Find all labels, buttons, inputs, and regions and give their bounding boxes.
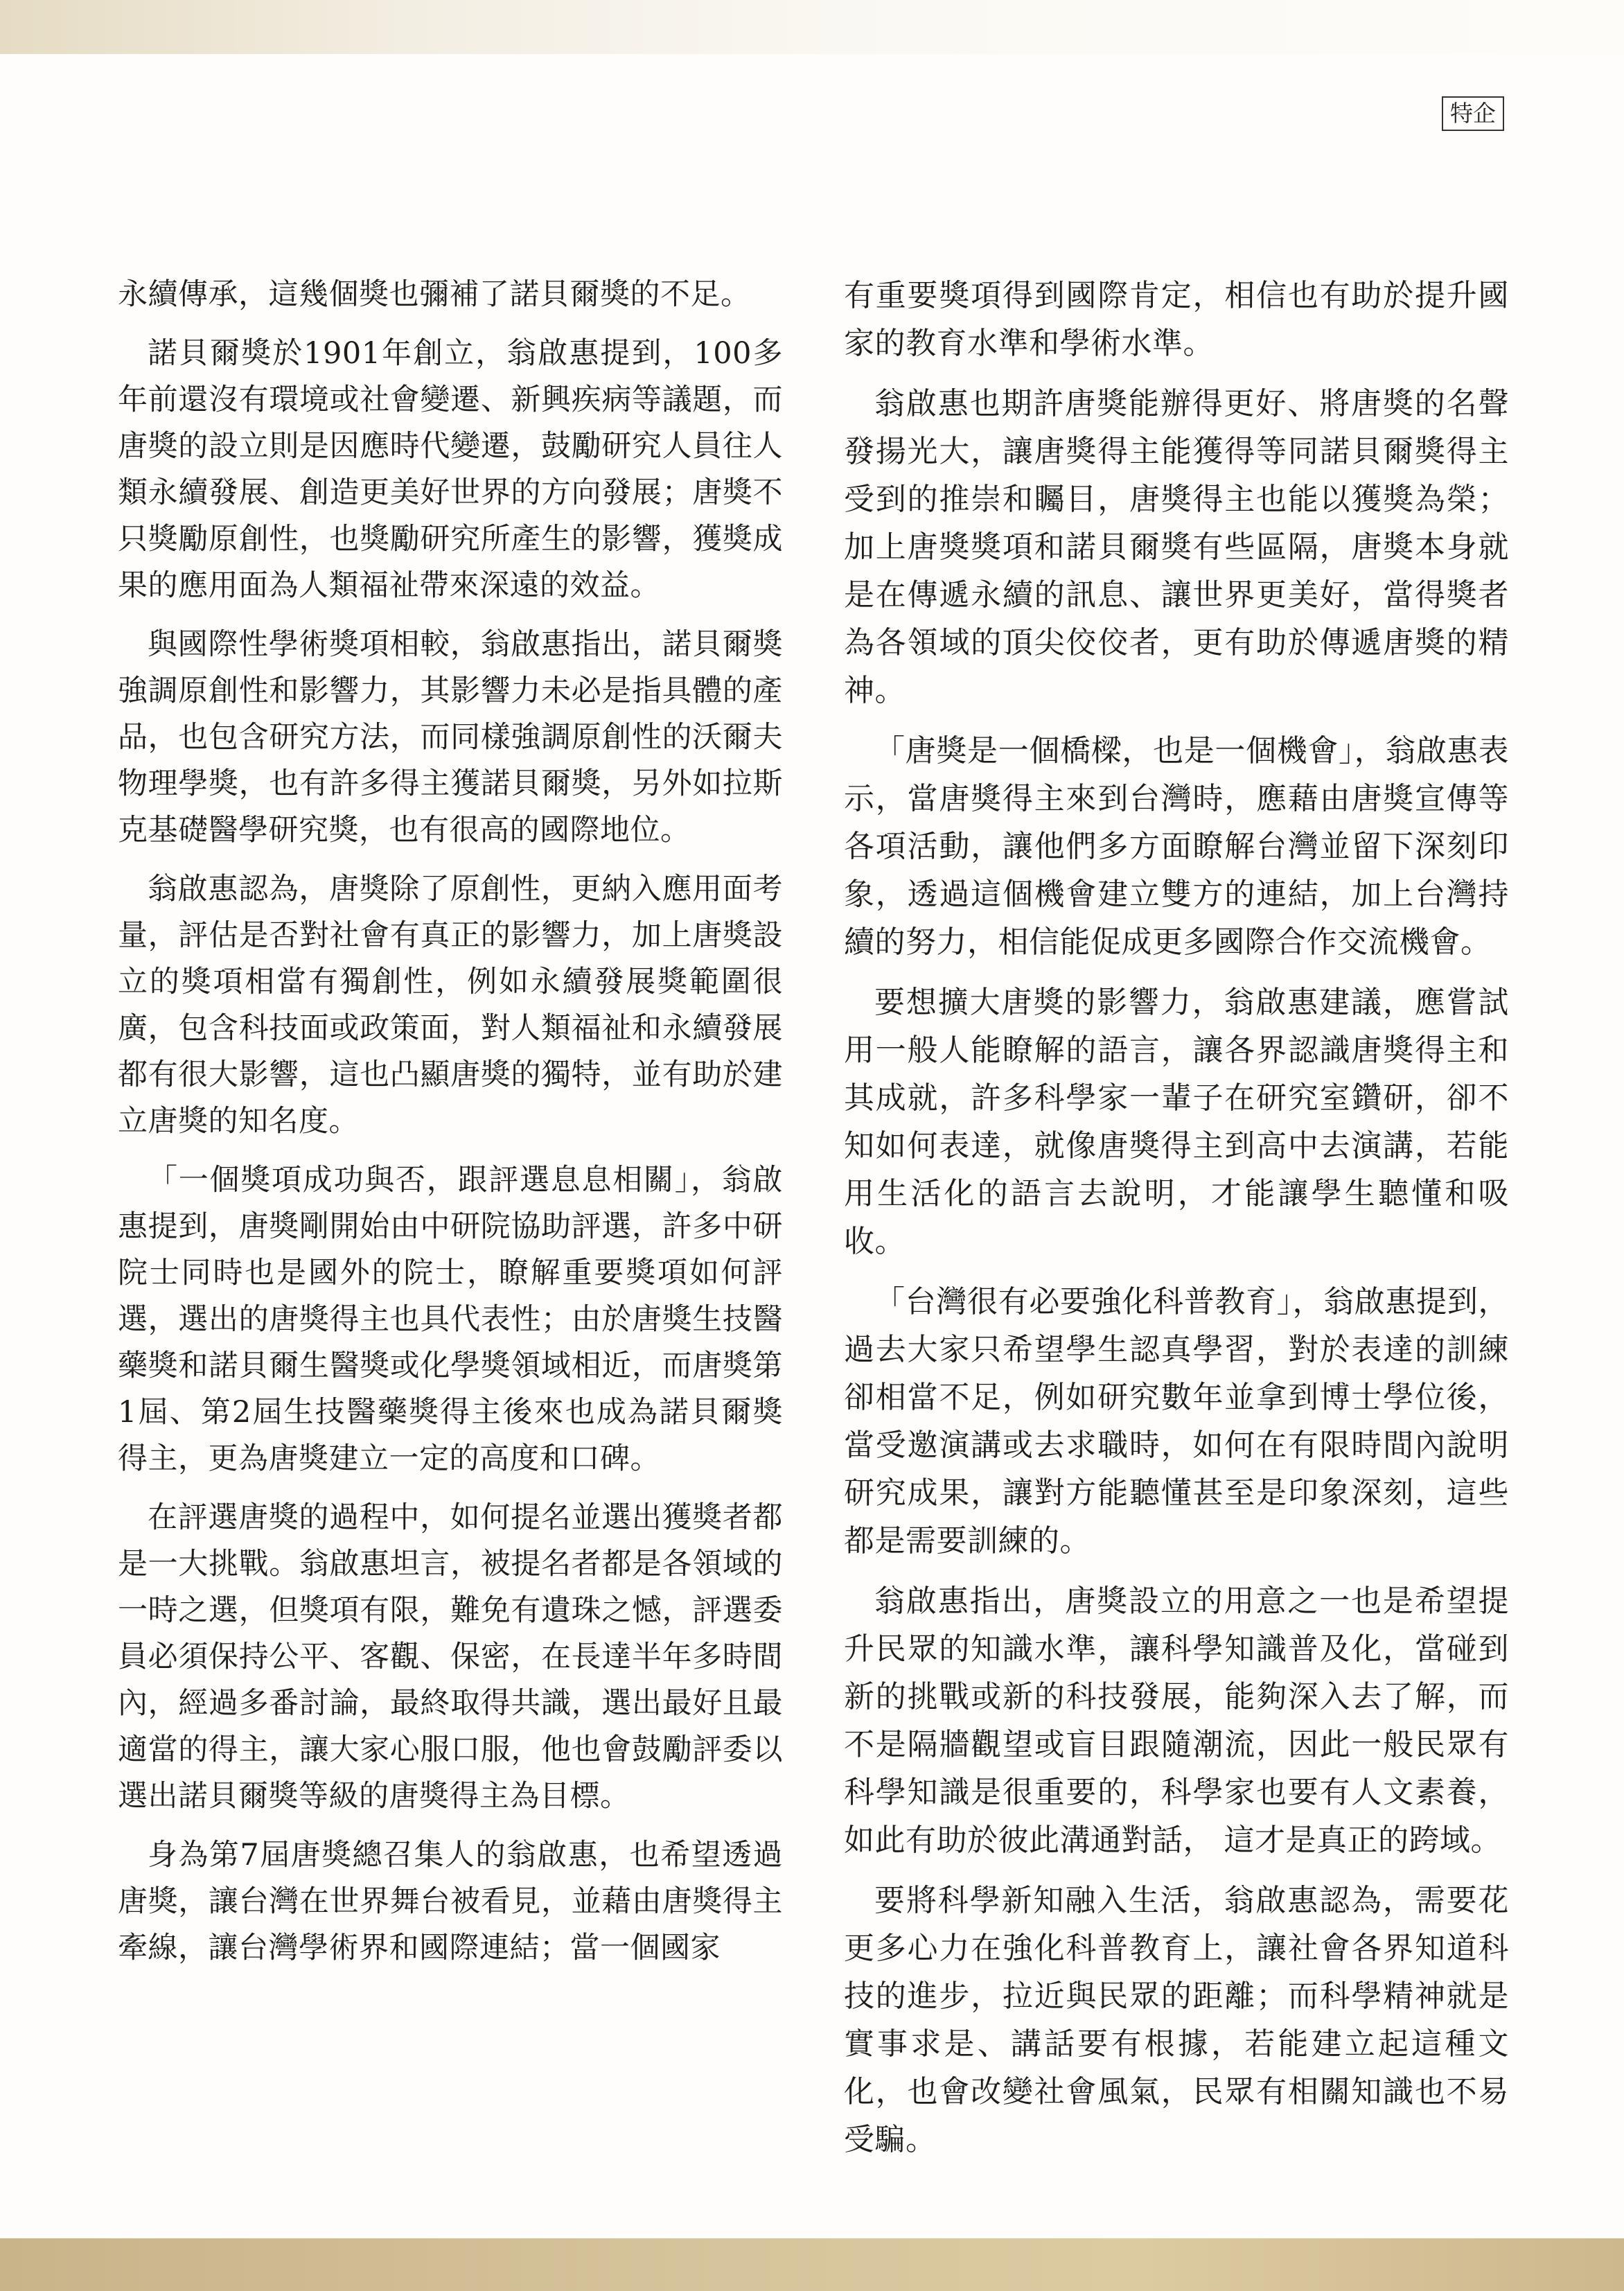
- bottom-decorative-band: [0, 2238, 1624, 2291]
- top-decorative-band: [0, 0, 1624, 54]
- paragraph: 「台灣很有必要強化科普教育」，翁啟惠提到，過去大家只希望學生認真學習，對於表達的訓練卻相當不足，例如研究數年並拿到博士學位後，當受邀演講或去求職時，如何在有限時間內說明研究成果，讓對方能聽懂甚至是印象深刻，這些都是需要訓練的。: [844, 1284, 1509, 1559]
- paragraph: 有重要獎項得到國際肯定，相信也有助於提升國家的教育水準和學術水準。: [844, 278, 1509, 361]
- right-column: [844, 272, 1509, 2176]
- paragraph: 要想擴大唐獎的影響力，翁啟惠建議，應嘗試用一般人能瞭解的語言，讓各界認識唐獎得主和其成就，許多科學家一輩子在研究室鑽研，卻不知如何表達，就像唐獎得主到高中去演講，若能用生活化的語言去說明，才能讓學生聽懂和吸收。: [844, 985, 1509, 1259]
- section-tag: 特企: [1442, 96, 1504, 131]
- paragraph: 「唐獎是一個橋樑，也是一個機會」，翁啟惠表示，當唐獎得主來到台灣時，應藉由唐獎宣傳等各項活動，讓他們多方面瞭解台灣並留下深刻印象，透過這個機會建立雙方的連結，加上台灣持續的努力，相信能促成更多國際合作交流機會。: [844, 733, 1509, 960]
- left-column: [118, 272, 783, 1984]
- paragraph: 諾貝爾獎於1901年創立，翁啟惠提到，100多年前還沒有環境或社會變遷、新興疾病等議題，而唐獎的設立則是因應時代變遷，鼓勵研究人員往人類永續發展、創造更美好世界的方向發展；唐獎不只獎勵原創性，也獎勵研究所產生的影響，獲獎成果的應用面為人類福祉帶來深遠的效益。: [118, 336, 783, 603]
- paragraph: 身為第7屆唐獎總召集人的翁啟惠，也希望透過唐獎，讓台灣在世界舞台被看見，並藉由唐獎得主牽線，讓台灣學術界和國際連結；當一個國家: [118, 1838, 783, 1965]
- paragraph: 與國際性學術獎項相較，翁啟惠指出，諾貝爾獎強調原創性和影響力，其影響力未必是指具體的產品，也包含研究方法，而同樣強調原創性的沃爾夫物理學獎，也有許多得主獲諾貝爾獎，另外如拉斯克基礎醫學研究獎，也有很高的國際地位。: [118, 627, 783, 848]
- paragraph: 「一個獎項成功與否，跟評選息息相關」，翁啟惠提到，唐獎剛開始由中研院協助評選，許多中研院士同時也是國外的院士，瞭解重要獎項如何評選，選出的唐獎得主也具代表性；由於唐獎生技醫藥獎和諾貝爾生醫獎或化學獎領域相近，而唐獎第1屆、第2屆生技醫藥獎得主後來也成為諾貝爾獎得主，更為唐獎建立一定的高度和口碑。: [118, 1163, 783, 1476]
- paragraph: 永續傳承，這幾個獎也彌補了諾貝爾獎的不足。: [118, 277, 751, 312]
- paragraph: 翁啟惠也期許唐獎能辦得更好、將唐獎的名聲發揚光大，讓唐獎得主能獲得等同諾貝爾獎得主受到的推崇和矚目，唐獎得主也能以獲獎為榮；加上唐獎獎項和諾貝爾獎有些區隔，唐獎本身就是在傳遞永續的訊息、讓世界更美好，當得獎者為各領域的頂尖佼佼者，更有助於傳遞唐獎的精神。: [844, 386, 1509, 708]
- paragraph: 在評選唐獎的過程中，如何提名並選出獲獎者都是一大挑戰。翁啟惠坦言，被提名者都是各領域的一時之選，但獎項有限，難免有遺珠之憾，評選委員必須保持公平、客觀、保密，在長達半年多時間內，經過多番討論，最終取得共識，選出最好且最適當的得主，讓大家心服口服，他也會鼓勵評委以選出諾貝爾獎等級的唐獎得主為目標。: [118, 1500, 783, 1814]
- paragraph: 翁啟惠認為，唐獎除了原創性，更納入應用面考量，評估是否對社會有真正的影響力，加上唐獎設立的獎項相當有獨創性，例如永續發展獎範圍很廣，包含科技面或政策面，對人類福祉和永續發展都有很大影響，這也凸顯唐獎的獨特，並有助於建立唐獎的知名度。: [118, 872, 783, 1139]
- paragraph: 要將科學新知融入生活，翁啟惠認為，需要花更多心力在強化科普教育上，讓社會各界知道科技的進步，拉近與民眾的距離；而科學精神就是實事求是、講話要有根據，若能建立起這種文化，也會改變社會風氣，民眾有相關知識也不易受騙。: [844, 1883, 1509, 2157]
- paragraph: 翁啟惠指出，唐獎設立的用意之一也是希望提升民眾的知識水準，讓科學知識普及化，當碰到新的挑戰或新的科技發展，能夠深入去了解，而不是隔牆觀望或盲目跟隨潮流，因此一般民眾有科學知識是很重要的，科學家也要有人文素養，如此有助於彼此溝通對話， 這才是真正的跨域。: [844, 1583, 1509, 1858]
